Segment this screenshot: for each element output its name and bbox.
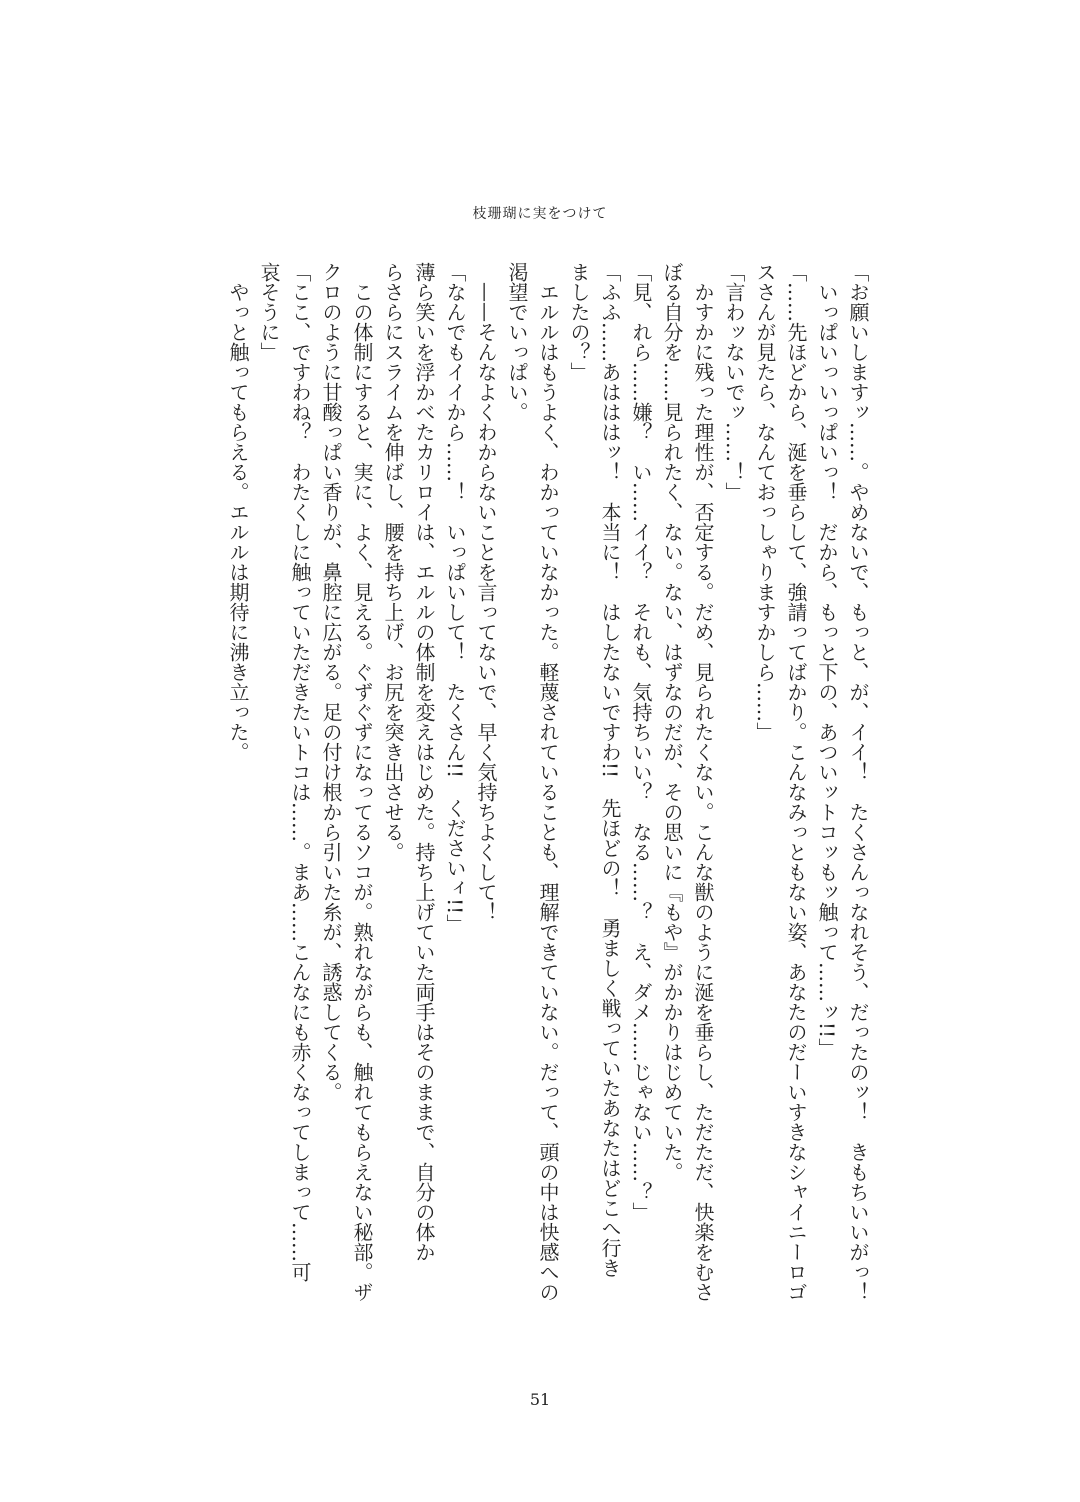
text-line: 「見、れら……嫌？ い……イイ？ それも、気持ちいい？ なる……？ え、ダメ……じゃない……？」 <box>629 262 653 1222</box>
text-line: ぼる自分を……見られたく、ない。ない、はずなのだが、その思いに『もや』がかかりはじめていた。 <box>660 262 684 1182</box>
text-line: 「言わッないでッ……！」 <box>722 262 746 502</box>
text-line: 「ここ、ですわね？ わたくしに触っていただきたいトコは……。まあ……こんなにも赤くなってしまって……可 <box>288 262 312 1282</box>
text-line: 「ふふ……あはははッ！ 本当に！ はしたないですわ!! 先ほどの！ 勇ましく戦っていたあなたはどこへ行き <box>598 262 622 1279</box>
text-line: 哀そうに」 <box>257 262 281 362</box>
text-line: かすかに残った理性が、否定する。だめ、見られたくない。こんな獣のように涎を垂らし、ただただ、快楽をむさ <box>691 262 715 1302</box>
text-line: やっと触ってもらえる。エルルは期待に沸き立った。 <box>226 262 250 762</box>
text-line: 「お願いしますッ……。やめないで、もっと、が、イイ！ たくさんっなれそう、だったのッ！ きもちいいがっ！ <box>846 262 870 1302</box>
text-line: この体制にすると、実に、よく、見える。ぐずぐずになってるソコが。熟れながらも、触れてもらえない秘部。ザ <box>350 262 374 1302</box>
running-header: 枝珊瑚に実をつけて <box>472 206 608 222</box>
text-line: いっぱいっいっぱいっ！ だから、もっと下の、あついットコッもッ触って……ッ!!」 <box>815 262 839 1059</box>
text-line: エルルはもうよく、わかっていなかった。軽蔑されていることも、理解できていない。だって、頭の中は快感への <box>536 262 560 1302</box>
text-line: 「なんでもイイから……！ いっぱいして！ たくさん!! くださいィ!!」 <box>443 262 467 935</box>
text-line: スさんが見たら、なんておっしゃりますかしら……」 <box>753 262 777 742</box>
text-line: 渇望でいっぱい。 <box>505 262 529 422</box>
text-line: 薄ら笑いを浮かべたカリロイは、エルルの体制を変えはじめた。持ち上げていた両手はそのままで、自分の体か <box>412 262 436 1262</box>
vertical-text-body <box>221 262 873 1342</box>
page-number: 51 <box>529 1390 551 1409</box>
text-line: ましたの？」 <box>567 262 591 382</box>
text-line: 「……先ほどから、涎を垂らして、強請ってばかり。こんなみっともない姿、あなたのだーいすきなシャイニーロゴ <box>784 262 808 1302</box>
text-line: クロのように甘酸っぱい香りが、鼻腔に広がる。足の付け根から引いた糸が、誘惑してくる。 <box>319 262 343 1102</box>
text-line: らさらにスライムを伸ばし、腰を持ち上げ、お尻を突き出させる。 <box>381 262 405 862</box>
text-line: ——そんなよくわからないことを言ってないで、早く気持ちよくして！ <box>474 262 498 922</box>
